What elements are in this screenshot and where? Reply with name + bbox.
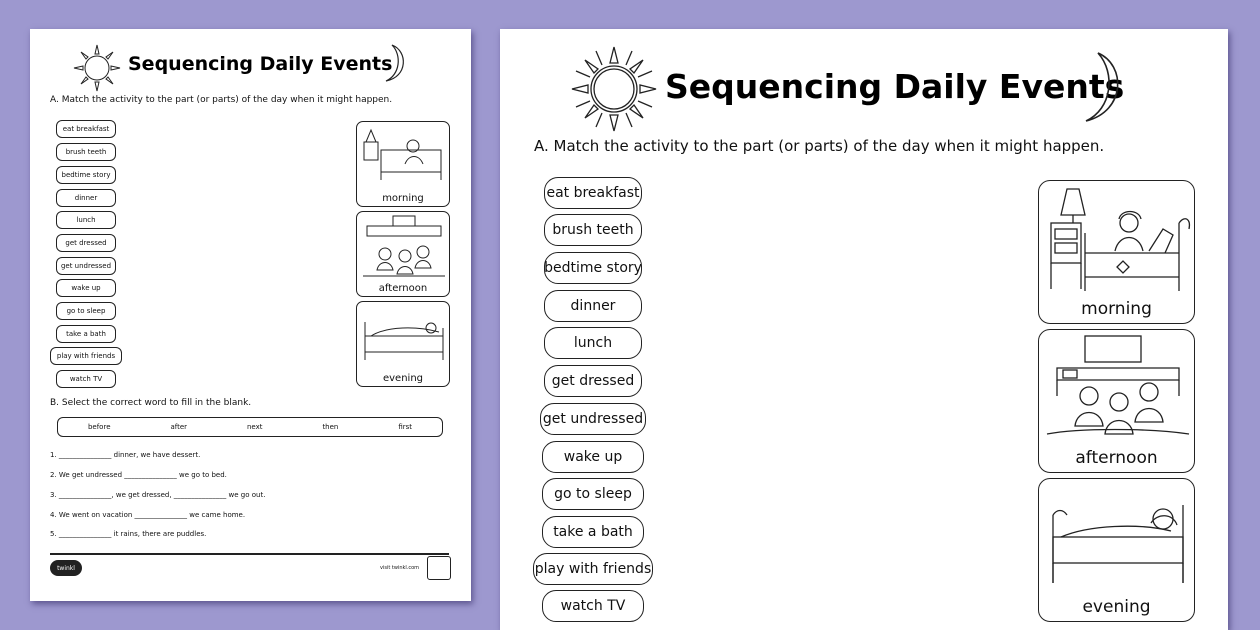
activity-pill: go to sleep bbox=[56, 302, 116, 320]
activity-pill: bedtime story bbox=[544, 252, 642, 284]
activity-pill: dinner bbox=[544, 290, 642, 322]
activity-pill: eat breakfast bbox=[544, 177, 642, 209]
afternoon-tv-illustration bbox=[357, 212, 450, 282]
activity-pill: get dressed bbox=[544, 365, 642, 397]
moon-icon bbox=[382, 43, 410, 85]
activity-pill: watch TV bbox=[542, 590, 644, 622]
section-b-instructions: B. Select the correct word to fill in the blank. bbox=[50, 398, 252, 408]
evening-bed-illustration bbox=[1039, 479, 1195, 597]
word-bank-item: next bbox=[246, 423, 263, 431]
section-a-instructions: A. Match the activity to the part (or parts) of the day when it might happen. bbox=[534, 137, 1105, 155]
activity-pill: bedtime story bbox=[56, 166, 116, 184]
afternoon-label: afternoon bbox=[1075, 448, 1158, 468]
afternoon-card bbox=[356, 211, 450, 297]
activity-pill: lunch bbox=[56, 211, 116, 229]
word-bank-item: first bbox=[398, 423, 413, 431]
morning-card bbox=[1038, 180, 1195, 324]
sun-icon bbox=[70, 41, 124, 95]
activity-pill: watch TV bbox=[56, 370, 116, 388]
word-bank bbox=[57, 417, 443, 437]
evening-bed-illustration bbox=[357, 302, 450, 372]
word-bank-item: then bbox=[322, 423, 339, 431]
sentence-5: 5. _______________ it rains, there are puddles. bbox=[50, 530, 207, 538]
section-a-instructions: A. Match the activity to the part (or parts) of the day when it might happen. bbox=[50, 95, 393, 105]
bedroom-morning-illustration bbox=[357, 122, 450, 192]
afternoon-label: afternoon bbox=[378, 283, 428, 294]
sentence-4: 4. We went on vacation _______________ we came home. bbox=[50, 511, 246, 519]
page-title: Sequencing Daily Events bbox=[128, 53, 393, 75]
evening-card bbox=[356, 301, 450, 387]
evening-label: evening bbox=[382, 373, 424, 384]
activity-pill: dinner bbox=[56, 189, 116, 207]
activity-pill: go to sleep bbox=[542, 478, 644, 510]
activity-pill: lunch bbox=[544, 327, 642, 359]
footer-url: visit twinkl.com bbox=[380, 565, 420, 571]
activity-pill: play with friends bbox=[50, 347, 122, 365]
bedroom-morning-illustration bbox=[1039, 181, 1195, 299]
evening-label: evening bbox=[1082, 597, 1151, 617]
afternoon-card bbox=[1038, 329, 1195, 473]
activity-pill: brush teeth bbox=[544, 214, 642, 246]
activity-pill: eat breakfast bbox=[56, 120, 116, 138]
page-title: Sequencing Daily Events bbox=[665, 67, 1125, 106]
activity-pill: get undressed bbox=[56, 257, 116, 275]
afternoon-tv-illustration bbox=[1039, 330, 1195, 448]
morning-label: morning bbox=[382, 193, 424, 204]
morning-card bbox=[356, 121, 450, 207]
activity-pill: wake up bbox=[56, 279, 116, 297]
activity-pill: wake up bbox=[542, 441, 644, 473]
morning-label: morning bbox=[1081, 299, 1152, 319]
word-bank-item: before bbox=[87, 423, 111, 431]
evening-card bbox=[1038, 478, 1195, 622]
sentence-2: 2. We get undressed _______________ we go to bed. bbox=[50, 471, 227, 479]
word-bank-item: after bbox=[170, 423, 188, 431]
worksheet-preview-small bbox=[30, 29, 471, 601]
activity-pill: get dressed bbox=[56, 234, 116, 252]
activity-pill: play with friends bbox=[533, 553, 653, 585]
worksheet-zoomed bbox=[500, 29, 1228, 630]
activity-pill: take a bath bbox=[542, 516, 644, 548]
footer-badge-icon bbox=[427, 556, 451, 580]
sentence-1: 1. _______________ dinner, we have dessert. bbox=[50, 451, 201, 459]
activity-pill: take a bath bbox=[56, 325, 116, 343]
activity-pill: brush teeth bbox=[56, 143, 116, 161]
twinkl-logo: twinkl bbox=[50, 560, 82, 576]
sentence-3: 3. _______________, we get dressed, _______________ we go out. bbox=[50, 491, 266, 499]
footer-divider bbox=[50, 553, 449, 555]
moon-icon bbox=[1080, 49, 1128, 127]
sun-icon bbox=[568, 43, 660, 135]
activity-pill: get undressed bbox=[540, 403, 646, 435]
